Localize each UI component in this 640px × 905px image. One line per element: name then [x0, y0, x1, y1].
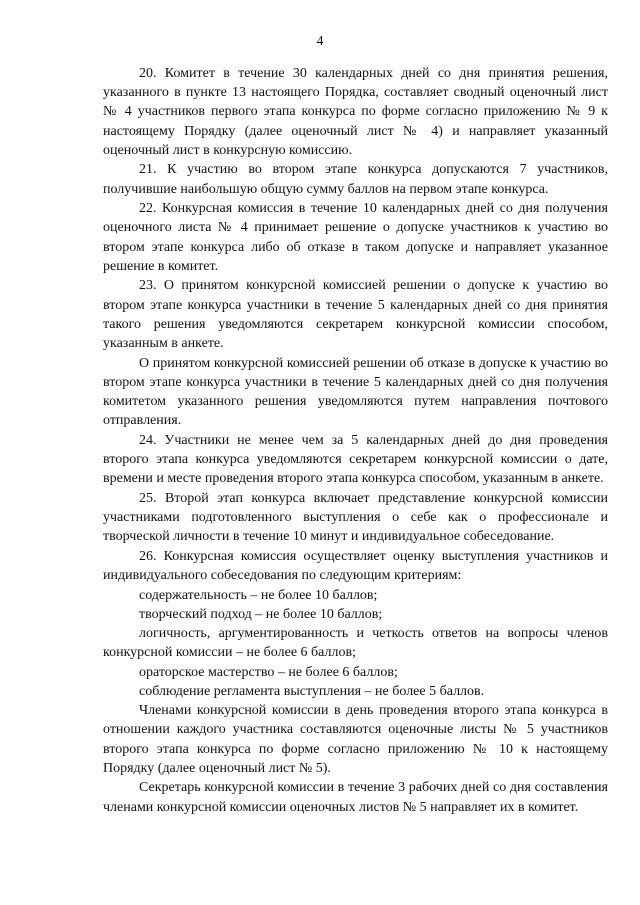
paragraph-secretary: Секретарь конкурсной комиссии в течение 3 рабочих дней со дня составления членами конкурсной комиссии оценочных листов № 5 направляет их в комитет. [103, 780, 608, 815]
page-number: 4 [316, 34, 324, 49]
paragraph-24: 24. Участники не менее чем за 5 календарных дней до дня проведения второго этапа конкурса уведомляются секретарем конкурсной комиссии о дате, времени и месте проведения второго этапа конкурса способом, указанным в анкете. [103, 432, 608, 487]
paragraph-23-refusal: О принятом конкурсной комиссией решении об отказе в допуске к участию во втором этапе конкурса участники в течение 5 календарных дней со дня получения комитетом указанного решения уведомляются путем направления почтового отправления. [103, 355, 608, 429]
criterion-content: содержательность – не более 10 баллов; [139, 587, 378, 603]
criterion-logic: логичность, аргументированность и четкость ответов на вопросы членов конкурсной комиссии – не более 6 баллов; [103, 626, 608, 661]
criterion-creativity: творческий подход – не более 10 баллов; [139, 606, 383, 622]
paragraph-21: 21. К участию во втором этапе конкурса допускаются 7 участников, получившие наибольшую общую сумму баллов на первом этапе конкурса. [103, 162, 608, 197]
paragraph-23: 23. О принятом конкурсной комиссией решении о допуске к участию во втором этапе конкурса участники в течение 5 календарных дней со дня принятия такого решения уведомляются секретарем конкурсной комиссии способом, указанным в анкете. [103, 278, 608, 352]
criterion-oratory: ораторское мастерство – не более 6 баллов; [139, 664, 398, 680]
paragraph-26: 26. Конкурсная комиссия осуществляет оценку выступления участников и индивидуального собеседования по следующим критериям: [103, 548, 608, 584]
document-body [103, 64, 608, 817]
paragraph-evaluation-sheets: Членами конкурсной комиссии в день проведения второго этапа конкурса в отношении каждого участника составляются оценочные листы № 5 участников второго этапа конкурса по форме согласно приложению № 10 к настоящему Порядку (далее оценочный лист № 5). [103, 703, 608, 776]
criterion-timing: соблюдение регламента выступления – не более 5 баллов. [139, 684, 485, 700]
paragraph-22: 22. Конкурсная комиссия в течение 10 календарных дней со дня получения оценочного листа № 4 принимает решение о допуске участников к участию во втором этапе конкурса либо об отказе в таком допуске и направляет указанное решение в комитет. [103, 201, 608, 274]
paragraph-20: 20. Комитет в течение 30 календарных дней со дня принятия решения, указанного в пункте 13 настоящего Порядка, составляет сводный оценочный лист № 4 участников первого этапа конкурса по форме согласно приложению № 9 к настоящему Порядку (далее оценочный лист № 4) и направляет указанный оценочный лист в конкурсную комиссию. [103, 66, 608, 158]
paragraph-25: 25. Второй этап конкурса включает представление конкурсной комиссии участниками подготовленного выступления о себе как о профессионале и творческой личности в течение 10 минут и индивидуальное собеседование. [103, 490, 608, 545]
criteria-list [103, 586, 608, 702]
